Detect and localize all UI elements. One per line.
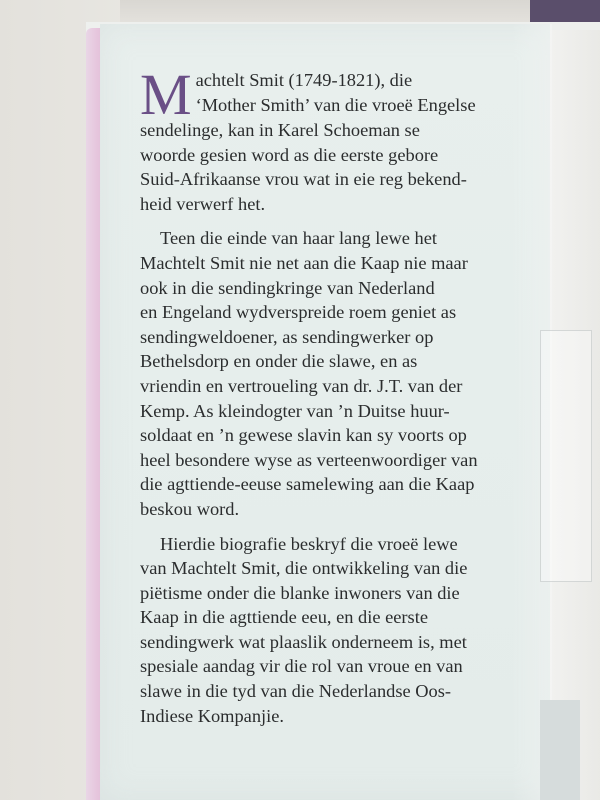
text-line: sendingwerk wat plaaslik onderneem is, met: [140, 631, 467, 652]
text-line: Machtelt Smit nie net aan die Kaap nie maar: [140, 252, 468, 273]
text-line: sendelinge, kan in Karel Schoeman se: [140, 120, 420, 140]
text-line: ook in die sendingkringe van Nederland: [140, 277, 435, 298]
drop-cap: M: [140, 62, 192, 127]
blurb-text: [140, 62, 560, 738]
purple-corner: [530, 0, 600, 22]
text-line: piëtisme onder die blanke inwoners van die: [140, 582, 460, 603]
text-line: Kaap in die agttiende eeu, en die eerste: [140, 607, 428, 628]
text-line: Teen die einde van haar lang lewe het: [160, 228, 437, 249]
paragraph-3: [140, 532, 560, 729]
text-line: woorde gesien word as die eerste gebore: [140, 144, 439, 165]
text-line: Hierdie biografie beskryf die vroeë lewe: [160, 533, 458, 554]
text-line: die agttiende-eeuse samelewing aan die Kaap: [140, 474, 475, 495]
text-line: heel besondere wyse as verteenwoordiger van: [140, 449, 478, 470]
paragraph-2: [140, 226, 560, 521]
text-line: Indiese Kompanjie.: [140, 705, 285, 726]
text-line: achtelt Smit (1749-1821), die: [195, 70, 413, 90]
text-line: sendingweldoener, as sendingwerker op: [140, 326, 434, 347]
text-line: beskou word.: [140, 498, 240, 519]
top-strip: [120, 0, 600, 24]
text-line: Suid-Afrikaanse vrou wat in eie reg bekend-: [140, 169, 467, 190]
paragraph-1: [140, 62, 560, 216]
text-line: soldaat en ’n gewese slavin kan sy voorts op: [140, 425, 467, 446]
text-line: vriendin en vertroueling van dr. J.T. van der: [140, 375, 463, 396]
text-line: en Engeland wydverspreide roem geniet as: [140, 302, 457, 323]
text-line: heid verwerf het.: [140, 193, 266, 214]
text-line: slawe in die tyd van die Nederlandse Oos-: [140, 681, 452, 702]
text-line: Bethelsdorp en onder die slawe, en as: [140, 351, 418, 372]
text-line: van Machtelt Smit, die ontwikkeling van die: [140, 558, 468, 579]
text-line: spesiale aandag vir die rol van vroue en van: [140, 656, 463, 677]
text-line: Kemp. As kleindogter van ’n Duitse huur-: [140, 400, 450, 421]
text-line: ‘Mother Smith’ van die vroeë Engelse: [195, 94, 476, 115]
